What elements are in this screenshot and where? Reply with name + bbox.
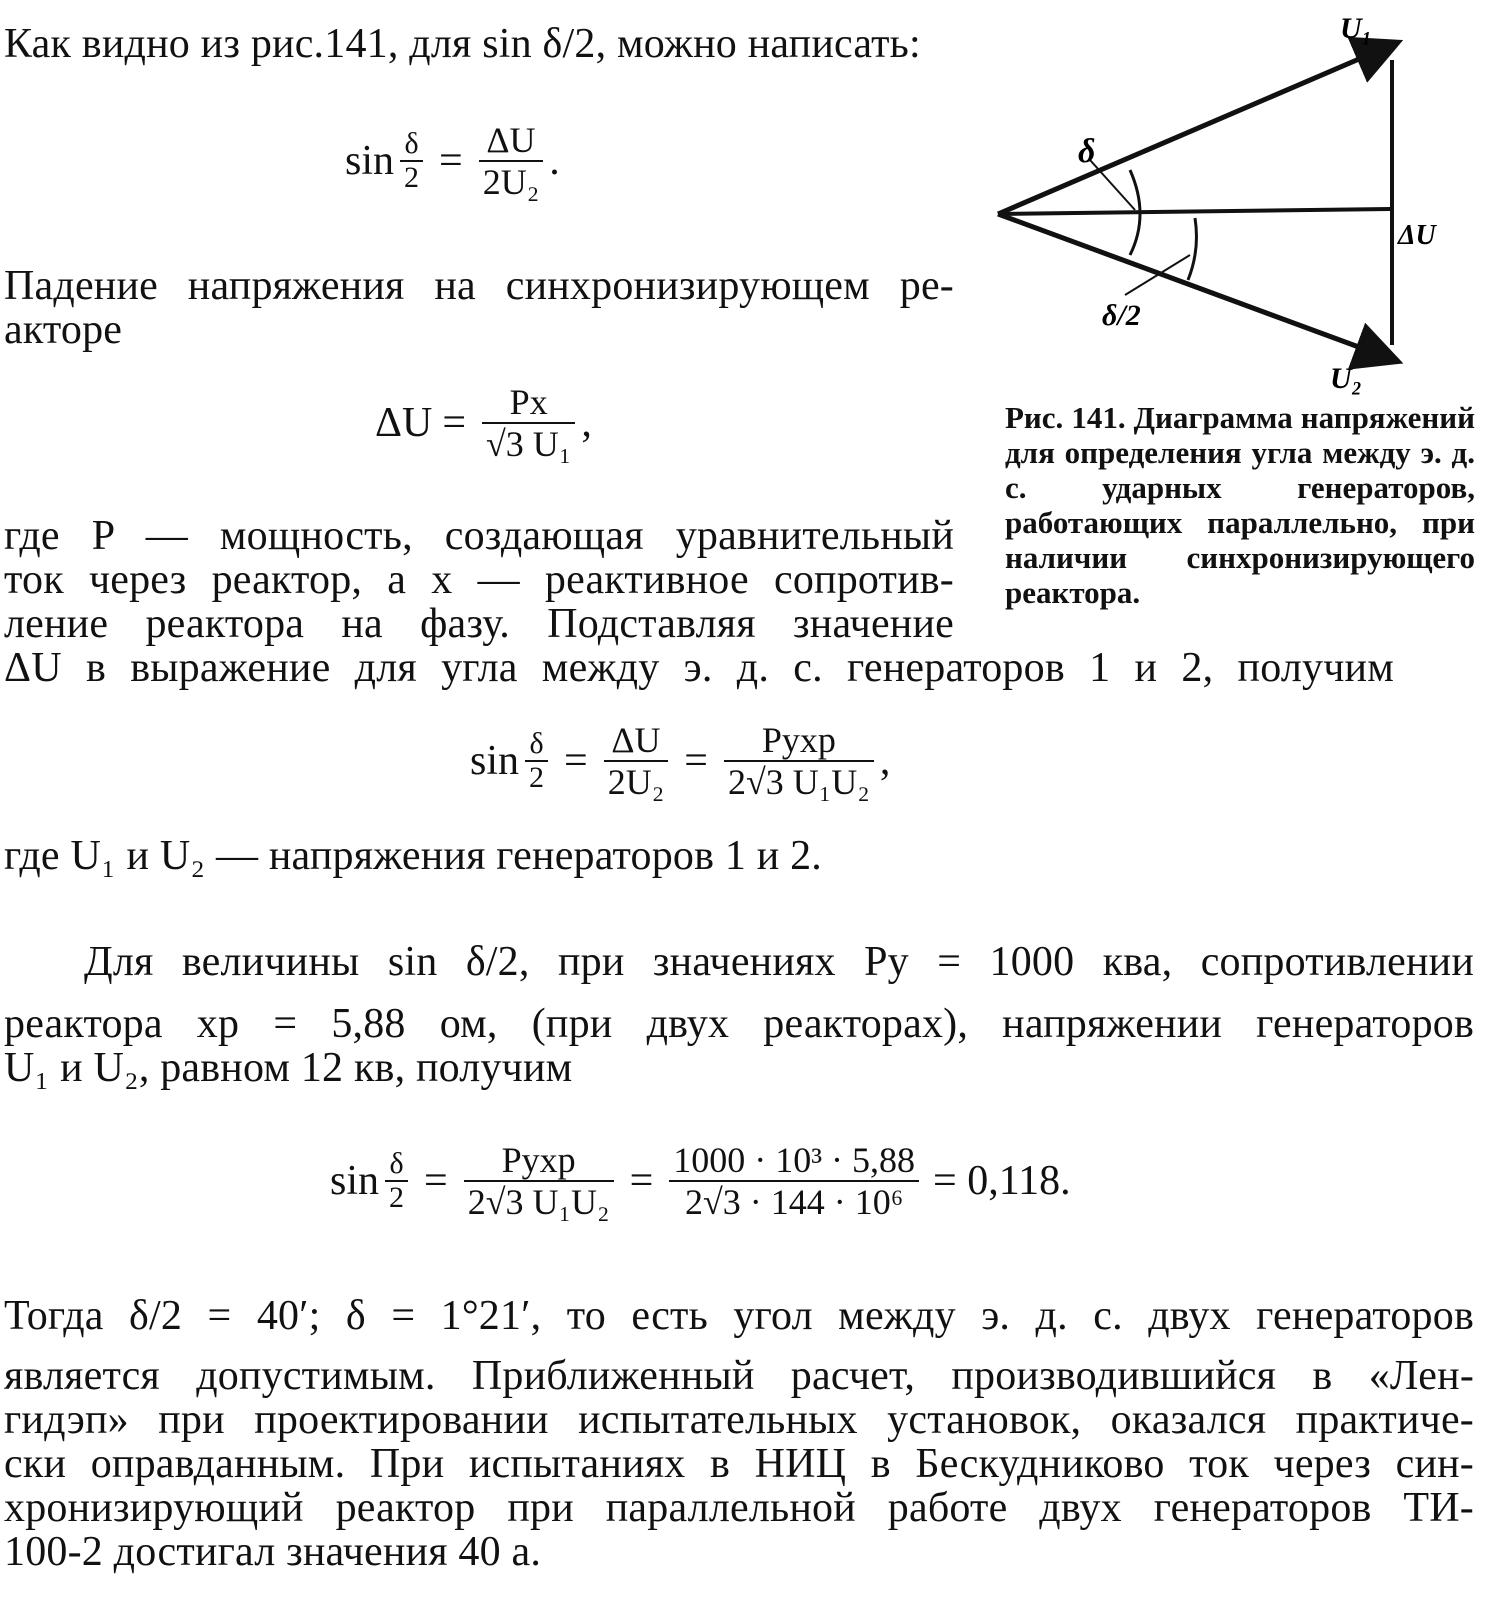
eq4-equals-2: = (629, 1158, 654, 1204)
para-values-line-2: реактора xр = 5,88 ом, (при двух реакторах), напряжении генераторов (4, 1001, 1474, 1047)
equation-3 (470, 720, 890, 802)
intro-text: Как видно из рис.141, для sin δ/2, можно написать: (4, 21, 921, 67)
du-label: ΔU (1398, 220, 1436, 251)
delta-label: δ (1078, 133, 1096, 170)
half-delta-label: δ/2 (1102, 299, 1141, 332)
para-final-line-3: гидэп» при проектировании испытательных установок, оказался практиче- (4, 1397, 1474, 1443)
eq1-rhs-den: 2U₂ (482, 162, 540, 202)
eq4-den-1: 2 (389, 1181, 405, 1214)
eq3-den-2: 2U₂ (607, 762, 665, 802)
para-drop-line-2: акторе (4, 307, 123, 353)
para-where-line-2: ток через реактор, а x — реактивное сопротив- (4, 557, 954, 603)
eq3-frac-1 (525, 728, 548, 794)
eq2-equals: = (442, 400, 467, 446)
eq2-den: √3 U₁ (486, 424, 572, 464)
u1-vector (998, 44, 1394, 214)
para-values-line-1: Для величины sin δ/2, при значениях Pу = 1000 ква, сопротивлении (84, 939, 1474, 985)
eq2-tail: , (581, 400, 592, 446)
eq4-frac-3 (669, 1140, 919, 1222)
eq2-lhs: ΔU (375, 400, 433, 446)
eq1-frac-du (479, 120, 544, 202)
where-u-line: где U₁ и U₂ — напряжения генераторов 1 и 2. (4, 833, 823, 879)
para-where-line-1: где P — мощность, создающая уравнительный (4, 513, 954, 559)
eq1-tail: . (549, 138, 560, 184)
eq1-frac-num: δ (404, 127, 419, 160)
equation-2 (375, 382, 592, 464)
eq3-den-3: 2√3 U₁U₂ (727, 762, 870, 802)
u1-label: U₁ (1340, 12, 1373, 45)
eq1-frac-delta (400, 128, 423, 194)
eq4-equals-1: = (424, 1158, 448, 1204)
para-final-line-2: является допустимым. Приближенный расчет, производившийся в «Лен- (4, 1353, 1474, 1399)
figure-caption: Рис. 141. Диаграмма напряжений для определения угла между э. д. с. ударных генераторов, работающих параллельно, при наличии синхронизирующего реактора. (1005, 400, 1475, 610)
eq4-num-3: 1000 · 10³ · 5,88 (673, 1140, 916, 1180)
para-drop-line-1: Падение напряжения на синхронизирующем ре- (4, 263, 954, 309)
para-where-line-3: ление реактора на фазу. Подставляя значение (4, 601, 954, 647)
voltage-diagram (990, 0, 1470, 395)
eq4-num-2: Pуxр (501, 1140, 576, 1180)
eq3-den-1: 2 (529, 761, 545, 794)
para-final-line-4: ски оправданным. При испытаниях в НИЦ в Бескудниково ток через син- (4, 1441, 1474, 1487)
bisector-line (998, 209, 1390, 214)
para-where-line-4: ΔU в выражение для угла между э. д. с. генераторов 1 и 2, получим (4, 645, 1394, 691)
half-delta-leader (1125, 255, 1190, 295)
eq4-den-2: 2√3 U₁U₂ (467, 1182, 610, 1222)
eq4-result: = 0,118. (933, 1158, 1071, 1204)
eq3-sin: sin (470, 738, 520, 784)
eq4-num-1: δ (389, 1147, 404, 1180)
eq1-equals: = (439, 138, 463, 184)
eq3-frac-3 (724, 720, 874, 802)
eq3-num-2: ΔU (611, 720, 661, 760)
para-final-line-6: 100-2 достигал значения 40 а. (4, 1529, 542, 1575)
equation-4 (330, 1140, 1071, 1222)
eq1-sin: sin (345, 138, 395, 184)
eq2-frac (482, 382, 575, 464)
eq2-num: Px (509, 382, 548, 422)
eq3-frac-2 (604, 720, 669, 802)
eq4-frac-2 (464, 1140, 614, 1222)
eq3-tail: , (879, 738, 891, 784)
para-final-line-1: Тогда δ/2 = 40′; δ = 1°21′, то есть угол между э. д. с. двух генераторов (4, 1293, 1474, 1339)
intro-line (4, 20, 921, 68)
eq4-frac-1 (385, 1148, 408, 1214)
eq3-equals-2: = (684, 738, 708, 784)
equation-1 (345, 120, 560, 202)
eq3-num-1: δ (529, 727, 544, 760)
para-values-line-3: U₁ и U₂, равном 12 кв, получим (4, 1045, 573, 1091)
para-final-line-5: хронизирующий реактор при параллельной работе двух генераторов ТИ- (4, 1485, 1474, 1531)
eq4-den-3: 2√3 · 144 · 10⁶ (684, 1182, 904, 1222)
eq3-equals-1: = (564, 738, 588, 784)
eq3-num-3: Pуxр (761, 720, 836, 760)
u2-label: U₂ (1330, 362, 1363, 395)
eq1-rhs-num: ΔU (486, 120, 536, 160)
eq1-frac-den: 2 (404, 161, 420, 194)
half-delta-arc (1188, 218, 1196, 280)
eq4-sin: sin (330, 1158, 380, 1204)
